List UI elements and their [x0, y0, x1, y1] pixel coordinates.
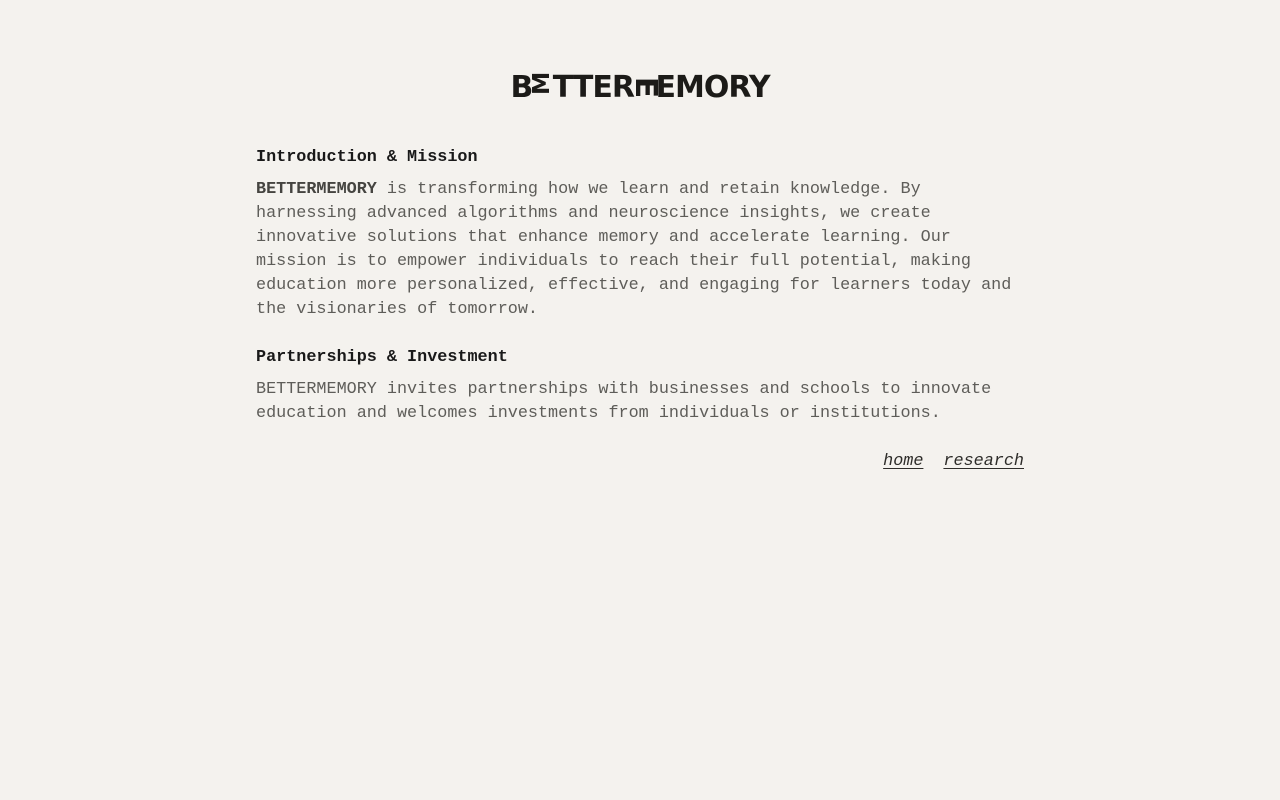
logo-letters-tter: TTER — [552, 70, 634, 105]
bettermemory-logo — [256, 72, 1024, 104]
logo-stylized-m-rotated-e-glyph: E — [627, 76, 663, 98]
partnerships-investment-paragraph — [256, 378, 1024, 426]
logo-letters-emory: EMORY — [655, 70, 770, 105]
research-link[interactable]: research — [943, 452, 1024, 471]
introduction-mission-heading: Introduction & Mission — [256, 148, 478, 167]
home-link[interactable]: home — [883, 452, 924, 471]
logo-letter-b: B — [510, 70, 533, 105]
section-introduction-mission — [256, 146, 1024, 322]
introduction-mission-text: is transforming how we learn and retain knowledge. By harnessing advanced algorithms and neuroscience insights, we create innovative solutions that enhance memory and accelerate learning. Our mission is to empower individuals to reach their full potential, making education more personalized, effective, and engaging for learners today and the visionaries of tomorrow. — [256, 180, 1012, 319]
introduction-mission-paragraph — [256, 178, 1024, 322]
brand-lead-text: BETTERMEMORY — [256, 180, 377, 199]
page-container — [256, 0, 1024, 474]
partnerships-investment-heading: Partnerships & Investment — [256, 348, 508, 367]
section-partnerships-investment — [256, 346, 1024, 426]
footer-navigation — [256, 450, 1024, 474]
logo-stylized-e-rotated-m-glyph: M — [528, 72, 556, 95]
partnerships-investment-text: BETTERMEMORY invites partnerships with businesses and schools to innovate education and welcomes investments from individuals or institutions. — [256, 380, 992, 423]
